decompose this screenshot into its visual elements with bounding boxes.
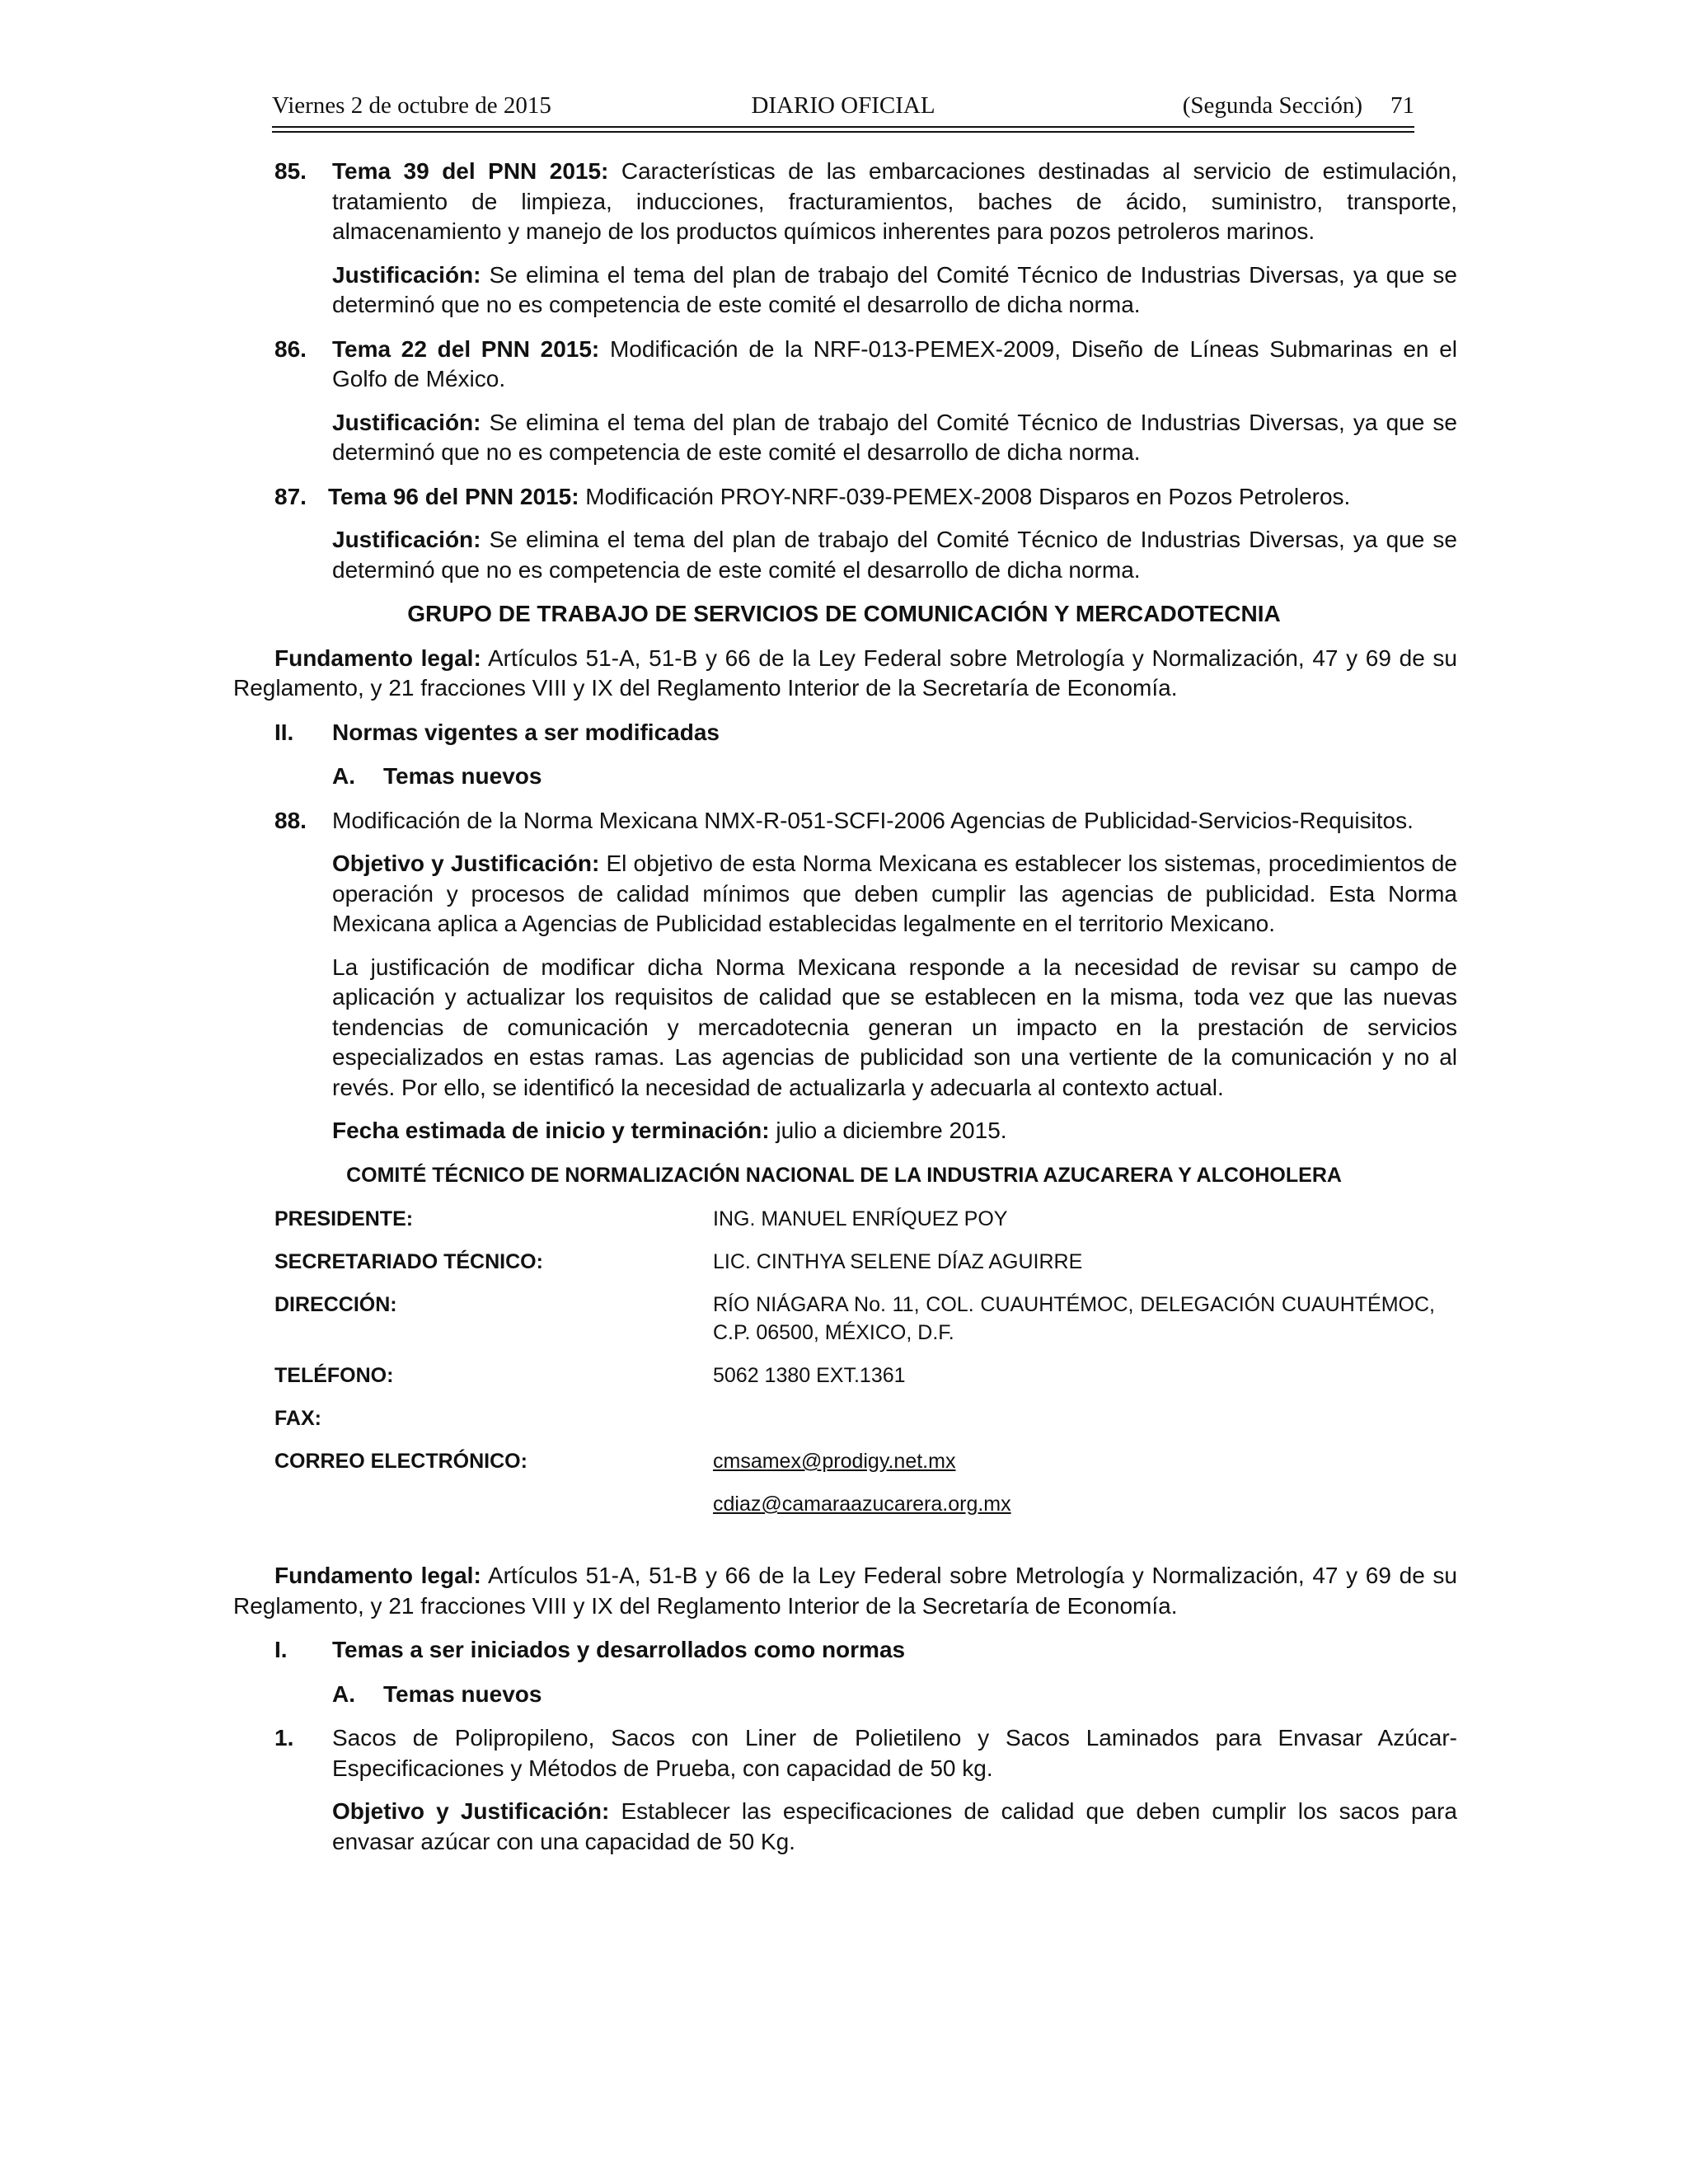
email-row-2 (0, 1490, 1688, 1518)
committee-title: COMITÉ TÉCNICO DE NORMALIZACIÓN NACIONAL DE LA INDUSTRIA AZUCARERA Y ALCOHOLERA (346, 1163, 1342, 1187)
page-number: 71 (1390, 92, 1414, 119)
item-number: 86. (274, 335, 307, 362)
email-label: CORREO ELECTRÓNICO: (274, 1450, 528, 1473)
item-87 (0, 482, 1453, 513)
address-label: DIRECCIÓN: (274, 1293, 397, 1316)
objective-label: Objetivo y Justificación: (332, 851, 600, 876)
email-link-2[interactable]: cdiaz@camaraazucarera.org.mx (713, 1493, 1011, 1516)
item-text: Modificación PROY-NRF-039-PEMEX-2008 Disparos en Pozos Petroleros. (585, 483, 1351, 509)
item-number: 1. (274, 1725, 294, 1750)
item-title: Tema 22 del PNN 2015: (332, 335, 600, 362)
secretary-value: LIC. CINTHYA SELENE DÍAZ AGUIRRE (713, 1250, 1083, 1273)
objective-text: Establecer las especificaciones de calidad que deben cumplir los sacos para envasar azúcar con una capacidad de 50 Kg. (332, 1798, 1457, 1854)
item-88-objective (0, 849, 1457, 940)
header-section-label: (Segunda Sección) (1182, 92, 1362, 119)
committee-section-heading (0, 1635, 1688, 1666)
section-title: Temas a ser iniciados y desarrollados como normas (332, 1637, 906, 1662)
group-section-heading (0, 718, 1688, 748)
item-number: 85. (274, 158, 307, 184)
justification-label: Justificación: (332, 527, 481, 552)
address-row (0, 1291, 1688, 1347)
item-88-justification-paragraph: La justificación de modificar dicha Norma Mexicana responde a la necesidad de revisar su campo de aplicación y actualizar los requisitos de calidad que se establecen en la misma, toda vez que las nuevas tendencias de comunicación y mercadotecnia generan un impacto en la prestación de servicios especializados en estas ramas. Las agencias de publicidad son una vertiente de la comunicación y no al revés. Por ello, se identificó la necesidad de actualizarla y adecuarla al contexto actual. (332, 954, 1457, 1100)
subsection-number: A. (332, 763, 355, 789)
item-85-justification (0, 260, 1457, 321)
committee-item-1 (0, 1723, 1457, 1783)
committee-info (0, 1205, 1688, 1518)
item-85 (0, 157, 1457, 247)
justification-text: Se elimina el tema del plan de trabajo del Comité Técnico de Industrias Diversas, ya que se determinó que no es competencia de este comité el desarrollo de dicha norma. (332, 409, 1457, 465)
phone-row (0, 1361, 1688, 1390)
section-number: I. (274, 1637, 288, 1662)
subsection-title: Temas nuevos (383, 763, 542, 789)
committee-subheading (0, 1680, 1688, 1710)
document-body (0, 157, 1688, 1857)
page-header (272, 92, 1414, 127)
item-text: Características de las embarcaciones destinadas al servicio de estimulación, tratamiento de limpieza, inducciones, fracturamientos, baches de ácido, suministro, transporte, almacenamiento y manejo de los productos químicos inherentes para pozos petroleros marinos. (332, 158, 1458, 244)
item-text: Modificación de la Norma Mexicana NMX-R-051-SCFI-2006 Agencias de Publicidad-Servicios-Requisitos. (332, 807, 1414, 833)
section-title: Normas vigentes a ser modificadas (332, 719, 720, 745)
item-number: 88. (274, 807, 307, 833)
item-88-dates (0, 1116, 1457, 1146)
legal-label: Fundamento legal: (274, 1563, 481, 1588)
item-text: Sacos de Polipropileno, Sacos con Liner de Polietileno y Sacos Laminados para Envasar Azúcar-Especificaciones y Métodos de Prueba, con capacidad de 50 kg. (332, 1725, 1457, 1781)
group-legal-basis (0, 644, 1457, 704)
item-86 (0, 335, 1457, 395)
justification-text: Se elimina el tema del plan de trabajo del Comité Técnico de Industrias Diversas, ya que se determinó que no es competencia de este comité el desarrollo de dicha norma. (332, 261, 1457, 317)
header-date: Viernes 2 de octubre de 2015 (272, 92, 551, 119)
fax-row (0, 1404, 1688, 1432)
objective-label: Objetivo y Justificación: (332, 1798, 610, 1824)
legal-text: Artículos 51-A, 51-B y 66 de la Ley Federal sobre Metrología y Normalización, 47 y 69 de su Reglamento, y 21 fracciones VIII y IX del Reglamento Interior de la Secretaría de Economía. (233, 644, 1458, 701)
dates-text: julio a diciembre 2015. (776, 1118, 1007, 1143)
secretary-row (0, 1248, 1688, 1276)
item-88 (0, 806, 1457, 837)
committee-item-1-objective (0, 1797, 1457, 1857)
group-title: GRUPO DE TRABAJO DE SERVICIOS DE COMUNICACIÓN Y MERCADOTECNIA (407, 601, 1281, 626)
objective-text: El objetivo de esta Norma Mexicana es establecer los sistemas, procedimientos de operación y procesos de calidad mínimos que deben cumplir las agencias de publicidad. Esta Norma Mexicana aplica a Agencias de Publicidad establecidas legalmente en el territorio Mexicano. (332, 851, 1457, 936)
president-label: PRESIDENTE: (274, 1207, 414, 1230)
legal-text: Artículos 51-A, 51-B y 66 de la Ley Federal sobre Metrología y Normalización, 47 y 69 de su Reglamento, y 21 fracciones VIII y IX del Reglamento Interior de la Secretaría de Economía. (233, 1563, 1458, 1619)
legal-label: Fundamento legal: (274, 644, 481, 671)
subsection-number: A. (332, 1680, 355, 1707)
phone-value: 5062 1380 EXT.1361 (713, 1364, 906, 1387)
header-rule-bottom (272, 131, 1414, 133)
justification-label: Justificación: (332, 409, 481, 435)
phone-label: TELÉFONO: (274, 1364, 394, 1387)
header-rule-top (272, 126, 1414, 128)
president-value: ING. MANUEL ENRÍQUEZ POY (713, 1207, 1008, 1230)
dates-label: Fecha estimada de inicio y terminación: (332, 1118, 770, 1143)
justification-label: Justificación: (332, 261, 481, 288)
header-publication: DIARIO OFICIAL (751, 92, 935, 119)
item-87-justification (0, 525, 1457, 585)
item-text: Modificación de la NRF-013-PEMEX-2009, Diseño de Líneas Submarinas en el Golfo de México. (332, 335, 1458, 391)
address-value: RÍO NIÁGARA No. 11, COL. CUAUHTÉMOC, DELEGACIÓN CUAUHTÉMOC, C.P. 06500, MÉXICO, D.F. (713, 1293, 1435, 1344)
fax-label: FAX: (274, 1407, 321, 1430)
president-row (0, 1205, 1688, 1233)
item-number: 87. (274, 483, 307, 509)
item-86-justification (0, 408, 1457, 468)
subsection-title: Temas nuevos (383, 1680, 542, 1707)
header-section (1183, 92, 1414, 120)
committee-legal-basis (0, 1561, 1457, 1621)
justification-text: Se elimina el tema del plan de trabajo del Comité Técnico de Industrias Diversas, ya que se determinó que no es competencia de este comité el desarrollo de dicha norma. (332, 527, 1457, 583)
group-subheading (0, 762, 1688, 792)
email-row (0, 1447, 1688, 1475)
item-title: Tema 96 del PNN 2015: (328, 483, 579, 509)
secretary-label: SECRETARIADO TÉCNICO: (274, 1250, 543, 1273)
email-link-1[interactable]: cmsamex@prodigy.net.mx (713, 1450, 956, 1473)
item-title: Tema 39 del PNN 2015: (332, 158, 609, 184)
section-number: II. (274, 719, 294, 745)
